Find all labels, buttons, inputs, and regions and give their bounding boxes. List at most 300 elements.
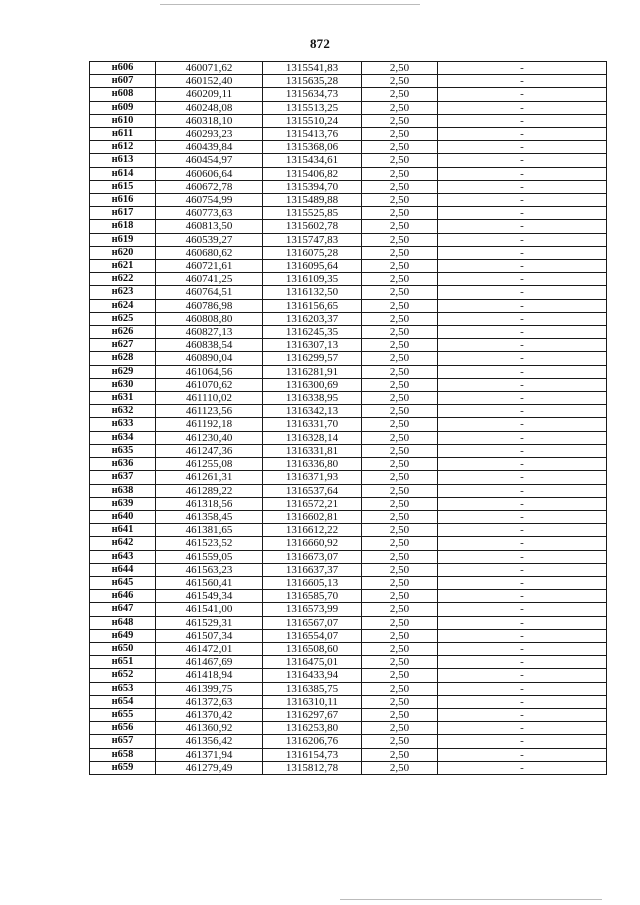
error-cell: 2,50 xyxy=(362,233,438,246)
table-row xyxy=(90,233,607,246)
x-coordinate-cell: 461381,65 xyxy=(156,524,263,537)
error-cell: 2,50 xyxy=(362,735,438,748)
table-row xyxy=(90,682,607,695)
y-coordinate-cell: 1316585,70 xyxy=(263,590,362,603)
y-coordinate-cell: 1315394,70 xyxy=(263,180,362,193)
description-cell: - xyxy=(438,563,607,576)
description-cell: - xyxy=(438,405,607,418)
x-coordinate-cell: 461070,62 xyxy=(156,378,263,391)
point-id-cell: н630 xyxy=(90,378,156,391)
description-cell: - xyxy=(438,590,607,603)
description-cell: - xyxy=(438,378,607,391)
description-cell: - xyxy=(438,656,607,669)
point-id-cell: н619 xyxy=(90,233,156,246)
error-cell: 2,50 xyxy=(362,431,438,444)
error-cell: 2,50 xyxy=(362,444,438,457)
error-cell: 2,50 xyxy=(362,88,438,101)
description-cell: - xyxy=(438,75,607,88)
point-id-cell: н613 xyxy=(90,154,156,167)
point-id-cell: н620 xyxy=(90,246,156,259)
y-coordinate-cell: 1316075,28 xyxy=(263,246,362,259)
description-cell: - xyxy=(438,299,607,312)
y-coordinate-cell: 1316371,93 xyxy=(263,471,362,484)
point-id-cell: н659 xyxy=(90,761,156,774)
point-id-cell: н629 xyxy=(90,365,156,378)
error-cell: 2,50 xyxy=(362,154,438,167)
error-cell: 2,50 xyxy=(362,761,438,774)
y-coordinate-cell: 1316385,75 xyxy=(263,682,362,695)
table-row xyxy=(90,220,607,233)
error-cell: 2,50 xyxy=(362,62,438,75)
y-coordinate-cell: 1316342,13 xyxy=(263,405,362,418)
point-id-cell: н655 xyxy=(90,708,156,721)
x-coordinate-cell: 461230,40 xyxy=(156,431,263,444)
table-row xyxy=(90,207,607,220)
x-coordinate-cell: 461507,34 xyxy=(156,629,263,642)
error-cell: 2,50 xyxy=(362,471,438,484)
description-cell: - xyxy=(438,114,607,127)
description-cell: - xyxy=(438,695,607,708)
table-row xyxy=(90,326,607,339)
y-coordinate-cell: 1316475,01 xyxy=(263,656,362,669)
description-cell: - xyxy=(438,735,607,748)
description-cell: - xyxy=(438,458,607,471)
x-coordinate-cell: 461560,41 xyxy=(156,576,263,589)
table-row xyxy=(90,299,607,312)
description-cell: - xyxy=(438,101,607,114)
error-cell: 2,50 xyxy=(362,748,438,761)
table-row xyxy=(90,458,607,471)
description-cell: - xyxy=(438,128,607,141)
error-cell: 2,50 xyxy=(362,220,438,233)
x-coordinate-cell: 461064,56 xyxy=(156,365,263,378)
x-coordinate-cell: 461289,22 xyxy=(156,484,263,497)
error-cell: 2,50 xyxy=(362,537,438,550)
error-cell: 2,50 xyxy=(362,563,438,576)
y-coordinate-cell: 1316508,60 xyxy=(263,642,362,655)
y-coordinate-cell: 1316310,11 xyxy=(263,695,362,708)
point-id-cell: н648 xyxy=(90,616,156,629)
y-coordinate-cell: 1316602,81 xyxy=(263,510,362,523)
y-coordinate-cell: 1316281,91 xyxy=(263,365,362,378)
x-coordinate-cell: 460071,62 xyxy=(156,62,263,75)
x-coordinate-cell: 460454,97 xyxy=(156,154,263,167)
table-row xyxy=(90,761,607,774)
point-id-cell: н614 xyxy=(90,167,156,180)
y-coordinate-cell: 1316300,69 xyxy=(263,378,362,391)
y-coordinate-cell: 1315635,28 xyxy=(263,75,362,88)
table-row xyxy=(90,616,607,629)
y-coordinate-cell: 1316605,13 xyxy=(263,576,362,589)
point-id-cell: н626 xyxy=(90,326,156,339)
point-id-cell: н607 xyxy=(90,75,156,88)
description-cell: - xyxy=(438,418,607,431)
description-cell: - xyxy=(438,154,607,167)
x-coordinate-cell: 460786,98 xyxy=(156,299,263,312)
error-cell: 2,50 xyxy=(362,207,438,220)
x-coordinate-cell: 461370,42 xyxy=(156,708,263,721)
description-cell: - xyxy=(438,708,607,721)
y-coordinate-cell: 1315602,78 xyxy=(263,220,362,233)
y-coordinate-cell: 1316203,37 xyxy=(263,312,362,325)
y-coordinate-cell: 1316154,73 xyxy=(263,748,362,761)
table-row xyxy=(90,708,607,721)
x-coordinate-cell: 460293,23 xyxy=(156,128,263,141)
error-cell: 2,50 xyxy=(362,167,438,180)
table-row xyxy=(90,563,607,576)
point-id-cell: н656 xyxy=(90,722,156,735)
table-row xyxy=(90,642,607,655)
error-cell: 2,50 xyxy=(362,669,438,682)
y-coordinate-cell: 1315513,25 xyxy=(263,101,362,114)
description-cell: - xyxy=(438,537,607,550)
point-id-cell: н637 xyxy=(90,471,156,484)
point-id-cell: н658 xyxy=(90,748,156,761)
table-row xyxy=(90,352,607,365)
y-coordinate-cell: 1316253,80 xyxy=(263,722,362,735)
description-cell: - xyxy=(438,326,607,339)
x-coordinate-cell: 461399,75 xyxy=(156,682,263,695)
x-coordinate-cell: 461529,31 xyxy=(156,616,263,629)
y-coordinate-cell: 1316433,94 xyxy=(263,669,362,682)
error-cell: 2,50 xyxy=(362,418,438,431)
error-cell: 2,50 xyxy=(362,405,438,418)
description-cell: - xyxy=(438,246,607,259)
error-cell: 2,50 xyxy=(362,128,438,141)
table-row xyxy=(90,405,607,418)
y-coordinate-cell: 1316245,35 xyxy=(263,326,362,339)
table-row xyxy=(90,695,607,708)
description-cell: - xyxy=(438,722,607,735)
y-coordinate-cell: 1316567,07 xyxy=(263,616,362,629)
description-cell: - xyxy=(438,524,607,537)
description-cell: - xyxy=(438,62,607,75)
y-coordinate-cell: 1316331,70 xyxy=(263,418,362,431)
table-row xyxy=(90,484,607,497)
y-coordinate-cell: 1316573,99 xyxy=(263,603,362,616)
point-id-cell: н622 xyxy=(90,273,156,286)
table-row xyxy=(90,88,607,101)
point-id-cell: н642 xyxy=(90,537,156,550)
table-row xyxy=(90,75,607,88)
y-coordinate-cell: 1315413,76 xyxy=(263,128,362,141)
table-row xyxy=(90,629,607,642)
error-cell: 2,50 xyxy=(362,616,438,629)
y-coordinate-cell: 1316307,13 xyxy=(263,339,362,352)
point-id-cell: н644 xyxy=(90,563,156,576)
table-row xyxy=(90,392,607,405)
table-row xyxy=(90,537,607,550)
description-cell: - xyxy=(438,629,607,642)
error-cell: 2,50 xyxy=(362,101,438,114)
point-id-cell: н634 xyxy=(90,431,156,444)
point-id-cell: н638 xyxy=(90,484,156,497)
y-coordinate-cell: 1316338,95 xyxy=(263,392,362,405)
table-row xyxy=(90,154,607,167)
description-cell: - xyxy=(438,233,607,246)
description-cell: - xyxy=(438,669,607,682)
point-id-cell: н631 xyxy=(90,392,156,405)
y-coordinate-cell: 1316299,57 xyxy=(263,352,362,365)
y-coordinate-cell: 1316109,35 xyxy=(263,273,362,286)
y-coordinate-cell: 1315434,61 xyxy=(263,154,362,167)
point-id-cell: н635 xyxy=(90,444,156,457)
description-cell: - xyxy=(438,444,607,457)
description-cell: - xyxy=(438,576,607,589)
bottom-scan-rule xyxy=(340,899,602,900)
table-row xyxy=(90,603,607,616)
error-cell: 2,50 xyxy=(362,550,438,563)
point-id-cell: н636 xyxy=(90,458,156,471)
y-coordinate-cell: 1315406,82 xyxy=(263,167,362,180)
point-id-cell: н653 xyxy=(90,682,156,695)
x-coordinate-cell: 460152,40 xyxy=(156,75,263,88)
table-row xyxy=(90,735,607,748)
coordinates-table-body xyxy=(90,62,607,775)
description-cell: - xyxy=(438,220,607,233)
y-coordinate-cell: 1316095,64 xyxy=(263,260,362,273)
x-coordinate-cell: 460439,84 xyxy=(156,141,263,154)
error-cell: 2,50 xyxy=(362,629,438,642)
point-id-cell: н608 xyxy=(90,88,156,101)
description-cell: - xyxy=(438,141,607,154)
x-coordinate-cell: 460754,99 xyxy=(156,194,263,207)
table-row xyxy=(90,101,607,114)
x-coordinate-cell: 460721,61 xyxy=(156,260,263,273)
error-cell: 2,50 xyxy=(362,484,438,497)
y-coordinate-cell: 1316156,65 xyxy=(263,299,362,312)
description-cell: - xyxy=(438,312,607,325)
x-coordinate-cell: 461192,18 xyxy=(156,418,263,431)
y-coordinate-cell: 1316572,21 xyxy=(263,497,362,510)
error-cell: 2,50 xyxy=(362,695,438,708)
x-coordinate-cell: 461318,56 xyxy=(156,497,263,510)
error-cell: 2,50 xyxy=(362,299,438,312)
description-cell: - xyxy=(438,471,607,484)
point-id-cell: н652 xyxy=(90,669,156,682)
point-id-cell: н645 xyxy=(90,576,156,589)
point-id-cell: н643 xyxy=(90,550,156,563)
x-coordinate-cell: 460808,80 xyxy=(156,312,263,325)
point-id-cell: н610 xyxy=(90,114,156,127)
point-id-cell: н621 xyxy=(90,260,156,273)
table-row xyxy=(90,246,607,259)
table-row xyxy=(90,339,607,352)
table-row xyxy=(90,378,607,391)
x-coordinate-cell: 460318,10 xyxy=(156,114,263,127)
description-cell: - xyxy=(438,510,607,523)
error-cell: 2,50 xyxy=(362,682,438,695)
y-coordinate-cell: 1316206,76 xyxy=(263,735,362,748)
error-cell: 2,50 xyxy=(362,312,438,325)
y-coordinate-cell: 1316331,81 xyxy=(263,444,362,457)
point-id-cell: н651 xyxy=(90,656,156,669)
x-coordinate-cell: 461371,94 xyxy=(156,748,263,761)
coordinates-table xyxy=(89,61,607,775)
table-row xyxy=(90,669,607,682)
point-id-cell: н617 xyxy=(90,207,156,220)
description-cell: - xyxy=(438,484,607,497)
x-coordinate-cell: 460680,62 xyxy=(156,246,263,259)
table-row xyxy=(90,431,607,444)
error-cell: 2,50 xyxy=(362,392,438,405)
error-cell: 2,50 xyxy=(362,339,438,352)
x-coordinate-cell: 461247,36 xyxy=(156,444,263,457)
point-id-cell: н641 xyxy=(90,524,156,537)
table-row xyxy=(90,444,607,457)
description-cell: - xyxy=(438,550,607,563)
error-cell: 2,50 xyxy=(362,524,438,537)
y-coordinate-cell: 1315525,85 xyxy=(263,207,362,220)
error-cell: 2,50 xyxy=(362,75,438,88)
point-id-cell: н618 xyxy=(90,220,156,233)
x-coordinate-cell: 461356,42 xyxy=(156,735,263,748)
x-coordinate-cell: 461523,52 xyxy=(156,537,263,550)
y-coordinate-cell: 1315812,78 xyxy=(263,761,362,774)
x-coordinate-cell: 461472,01 xyxy=(156,642,263,655)
error-cell: 2,50 xyxy=(362,656,438,669)
description-cell: - xyxy=(438,273,607,286)
y-coordinate-cell: 1315634,73 xyxy=(263,88,362,101)
y-coordinate-cell: 1316297,67 xyxy=(263,708,362,721)
x-coordinate-cell: 460606,64 xyxy=(156,167,263,180)
point-id-cell: н649 xyxy=(90,629,156,642)
x-coordinate-cell: 461261,31 xyxy=(156,471,263,484)
top-scan-rule xyxy=(160,4,420,5)
description-cell: - xyxy=(438,260,607,273)
x-coordinate-cell: 461360,92 xyxy=(156,722,263,735)
y-coordinate-cell: 1316537,64 xyxy=(263,484,362,497)
error-cell: 2,50 xyxy=(362,286,438,299)
error-cell: 2,50 xyxy=(362,365,438,378)
table-row xyxy=(90,524,607,537)
table-row xyxy=(90,180,607,193)
table-row xyxy=(90,286,607,299)
table-row xyxy=(90,550,607,563)
x-coordinate-cell: 461110,02 xyxy=(156,392,263,405)
x-coordinate-cell: 461255,08 xyxy=(156,458,263,471)
x-coordinate-cell: 460539,27 xyxy=(156,233,263,246)
x-coordinate-cell: 460209,11 xyxy=(156,88,263,101)
y-coordinate-cell: 1316612,22 xyxy=(263,524,362,537)
x-coordinate-cell: 460827,13 xyxy=(156,326,263,339)
table-row xyxy=(90,590,607,603)
error-cell: 2,50 xyxy=(362,510,438,523)
table-row xyxy=(90,312,607,325)
point-id-cell: н646 xyxy=(90,590,156,603)
error-cell: 2,50 xyxy=(362,194,438,207)
description-cell: - xyxy=(438,748,607,761)
table-row xyxy=(90,141,607,154)
x-coordinate-cell: 461279,49 xyxy=(156,761,263,774)
error-cell: 2,50 xyxy=(362,642,438,655)
error-cell: 2,50 xyxy=(362,326,438,339)
table-row xyxy=(90,194,607,207)
x-coordinate-cell: 460773,63 xyxy=(156,207,263,220)
table-row xyxy=(90,167,607,180)
x-coordinate-cell: 461358,45 xyxy=(156,510,263,523)
error-cell: 2,50 xyxy=(362,576,438,589)
x-coordinate-cell: 461563,23 xyxy=(156,563,263,576)
error-cell: 2,50 xyxy=(362,603,438,616)
table-row xyxy=(90,273,607,286)
point-id-cell: н632 xyxy=(90,405,156,418)
x-coordinate-cell: 460890,04 xyxy=(156,352,263,365)
description-cell: - xyxy=(438,365,607,378)
description-cell: - xyxy=(438,339,607,352)
description-cell: - xyxy=(438,167,607,180)
table-row xyxy=(90,722,607,735)
error-cell: 2,50 xyxy=(362,246,438,259)
x-coordinate-cell: 460764,51 xyxy=(156,286,263,299)
error-cell: 2,50 xyxy=(362,378,438,391)
table-row xyxy=(90,748,607,761)
table-row xyxy=(90,365,607,378)
point-id-cell: н647 xyxy=(90,603,156,616)
point-id-cell: н650 xyxy=(90,642,156,655)
y-coordinate-cell: 1316660,92 xyxy=(263,537,362,550)
table-row xyxy=(90,114,607,127)
error-cell: 2,50 xyxy=(362,458,438,471)
point-id-cell: н633 xyxy=(90,418,156,431)
point-id-cell: н611 xyxy=(90,128,156,141)
error-cell: 2,50 xyxy=(362,497,438,510)
point-id-cell: н640 xyxy=(90,510,156,523)
description-cell: - xyxy=(438,392,607,405)
description-cell: - xyxy=(438,497,607,510)
x-coordinate-cell: 461418,94 xyxy=(156,669,263,682)
table-row xyxy=(90,128,607,141)
y-coordinate-cell: 1316554,07 xyxy=(263,629,362,642)
point-id-cell: н616 xyxy=(90,194,156,207)
x-coordinate-cell: 461541,00 xyxy=(156,603,263,616)
error-cell: 2,50 xyxy=(362,708,438,721)
point-id-cell: н657 xyxy=(90,735,156,748)
point-id-cell: н609 xyxy=(90,101,156,114)
description-cell: - xyxy=(438,286,607,299)
error-cell: 2,50 xyxy=(362,180,438,193)
table-row xyxy=(90,260,607,273)
x-coordinate-cell: 461559,05 xyxy=(156,550,263,563)
y-coordinate-cell: 1316637,37 xyxy=(263,563,362,576)
description-cell: - xyxy=(438,603,607,616)
x-coordinate-cell: 461549,34 xyxy=(156,590,263,603)
error-cell: 2,50 xyxy=(362,722,438,735)
error-cell: 2,50 xyxy=(362,114,438,127)
table-row xyxy=(90,497,607,510)
y-coordinate-cell: 1315489,88 xyxy=(263,194,362,207)
y-coordinate-cell: 1315368,06 xyxy=(263,141,362,154)
x-coordinate-cell: 460672,78 xyxy=(156,180,263,193)
point-id-cell: н627 xyxy=(90,339,156,352)
y-coordinate-cell: 1315747,83 xyxy=(263,233,362,246)
y-coordinate-cell: 1315510,24 xyxy=(263,114,362,127)
description-cell: - xyxy=(438,194,607,207)
description-cell: - xyxy=(438,207,607,220)
table-row xyxy=(90,656,607,669)
error-cell: 2,50 xyxy=(362,273,438,286)
y-coordinate-cell: 1316132,50 xyxy=(263,286,362,299)
x-coordinate-cell: 460838,54 xyxy=(156,339,263,352)
x-coordinate-cell: 460248,08 xyxy=(156,101,263,114)
table-row xyxy=(90,510,607,523)
table-row xyxy=(90,471,607,484)
y-coordinate-cell: 1316328,14 xyxy=(263,431,362,444)
error-cell: 2,50 xyxy=(362,141,438,154)
error-cell: 2,50 xyxy=(362,352,438,365)
description-cell: - xyxy=(438,180,607,193)
error-cell: 2,50 xyxy=(362,590,438,603)
